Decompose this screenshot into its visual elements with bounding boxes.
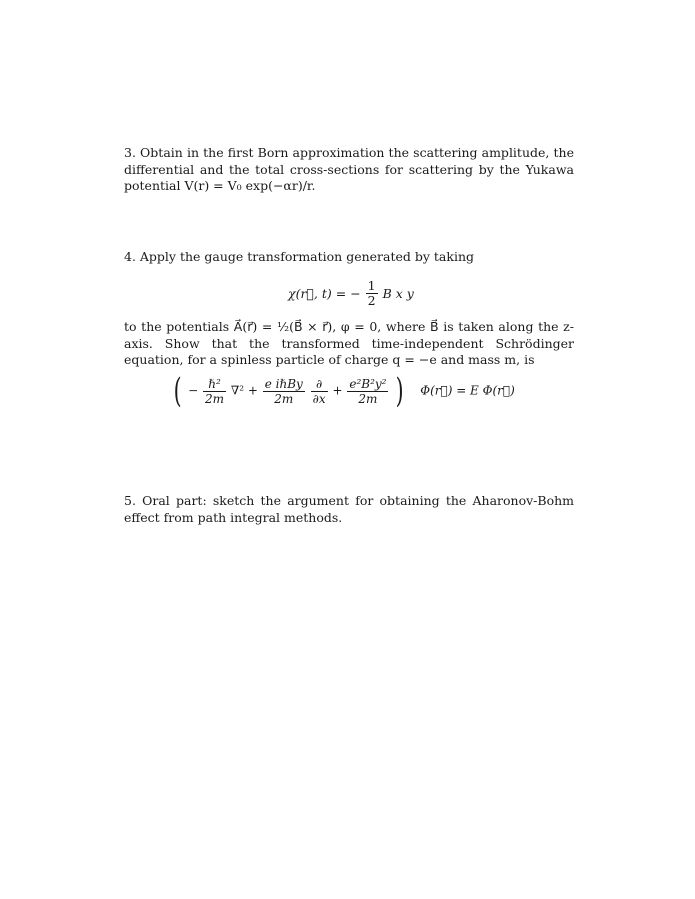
schrodinger-rhs: Φ(r⃗) = E Φ(r⃗) <box>420 383 515 398</box>
problem-3 <box>124 145 574 195</box>
problem-5 <box>124 493 574 526</box>
term1-sign: − <box>188 383 199 398</box>
one-half-fraction <box>366 279 378 308</box>
fraction-numerator: 1 <box>367 278 376 293</box>
term2-denominator: 2m <box>274 391 294 406</box>
problem-4-intro <box>124 249 574 266</box>
term2-numerator: e iℏBy <box>264 376 303 391</box>
problem-5-text: 5. Oral part: sketch the argument for obtaining the Aharonov-Bohm effect from path integral methods. <box>124 493 574 525</box>
plus-sign: + <box>332 383 343 398</box>
chi-rhs: B x y <box>382 286 414 301</box>
term3-numerator: e²B²y² <box>349 376 387 391</box>
close-paren: ) <box>395 371 404 411</box>
problem-3-text: 3. Obtain in the first Born approximation the scattering amplitude, the differential and the total cross-sections for scattering by the Yukawa potential V(r) = V₀ exp(−αr)/r. <box>124 145 574 193</box>
open-paren: ( <box>173 371 182 411</box>
term3-denominator: 2m <box>358 391 378 406</box>
laplacian-operator: ∇² + <box>230 383 258 398</box>
problem-4-continuation-text: to the potentials A⃗(r⃗) = ½(B⃗ × r⃗), φ = 0, where B⃗ is taken along the z-axis. Show that the transformed time-independent Schrödinger equation, for a spinless particle of charge q = −e and mass m, is <box>124 319 574 367</box>
gauge-function-equation <box>124 272 574 312</box>
term1-denominator: 2m <box>204 391 224 406</box>
term1-fraction <box>203 377 226 406</box>
problem-4-intro-text: 4. Apply the gauge transformation generated by taking <box>124 249 475 264</box>
fraction-denominator: 2 <box>367 293 376 308</box>
term3-fraction <box>347 377 388 406</box>
schrodinger-equation <box>124 372 574 422</box>
problem-4-continuation <box>124 319 574 369</box>
partial-numerator: ∂ <box>311 377 328 392</box>
partial-denominator: ∂x <box>312 391 326 406</box>
term2-fraction <box>263 377 305 406</box>
partial-derivative-fraction <box>311 377 328 406</box>
chi-lhs: χ(r⃗, t) = − <box>288 286 361 301</box>
term1-numerator: ℏ² <box>203 377 226 392</box>
